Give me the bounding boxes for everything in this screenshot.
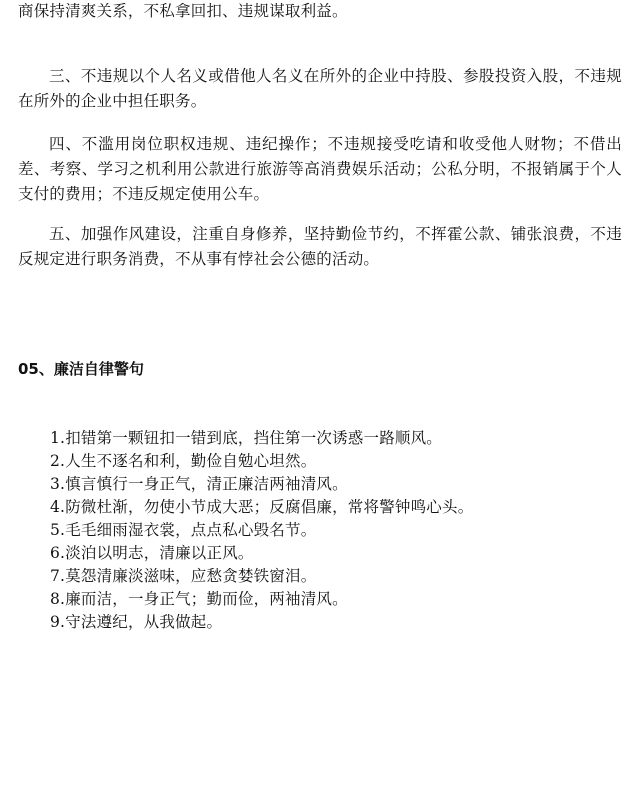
- maxim-list: [50, 427, 473, 634]
- maxim-item: 8.廉而洁，一身正气；勤而俭，两袖清风。: [50, 590, 348, 608]
- continuation-text: 商保持清爽关系，不私拿回扣、违规谋取利益。: [18, 2, 348, 20]
- maxim-item: 4.防微杜渐，勿使小节成大恶；反腐倡廉，常将警钟鸣心头。: [50, 498, 474, 516]
- maxim-item: 2.人生不逐名和利，勤俭自勉心坦然。: [50, 452, 317, 470]
- maxim-item: 9.守法遵纪，从我做起。: [50, 613, 223, 631]
- section-heading: 05、廉洁自律警句: [18, 360, 144, 378]
- maxim-item: 5.毛毛细雨湿衣裳，点点私心毁名节。: [50, 521, 317, 539]
- paragraph-three: 三、不违规以个人名义或借他人名义在所外的企业中持股、参股投资入股，不违规在所外的企业中担任职务。: [18, 67, 622, 110]
- maxim-item: 7.莫怨清廉淡滋味，应愁贪婪铁窗泪。: [50, 567, 317, 585]
- paragraph-four: 四、不滥用岗位职权违规、违纪操作；不违规接受吃请和收受他人财物；不借出差、考察、学习之机利用公款进行旅游等高消费娱乐活动；公私分明，不报销属于个人支付的费用；不违反规定使用公车。: [18, 135, 622, 203]
- maxim-item: 3.慎言慎行一身正气，清正廉洁两袖清风。: [50, 475, 348, 493]
- maxim-item: 1.扣错第一颗钮扣一错到底，挡住第一次诱惑一路顺风。: [50, 429, 442, 447]
- paragraph-five: 五、加强作风建设，注重自身修养，坚持勤俭节约，不挥霍公款、铺张浪费，不违反规定进行职务消费，不从事有悖社会公德的活动。: [18, 225, 622, 268]
- maxim-item: 6.淡泊以明志，清廉以正风。: [50, 544, 254, 562]
